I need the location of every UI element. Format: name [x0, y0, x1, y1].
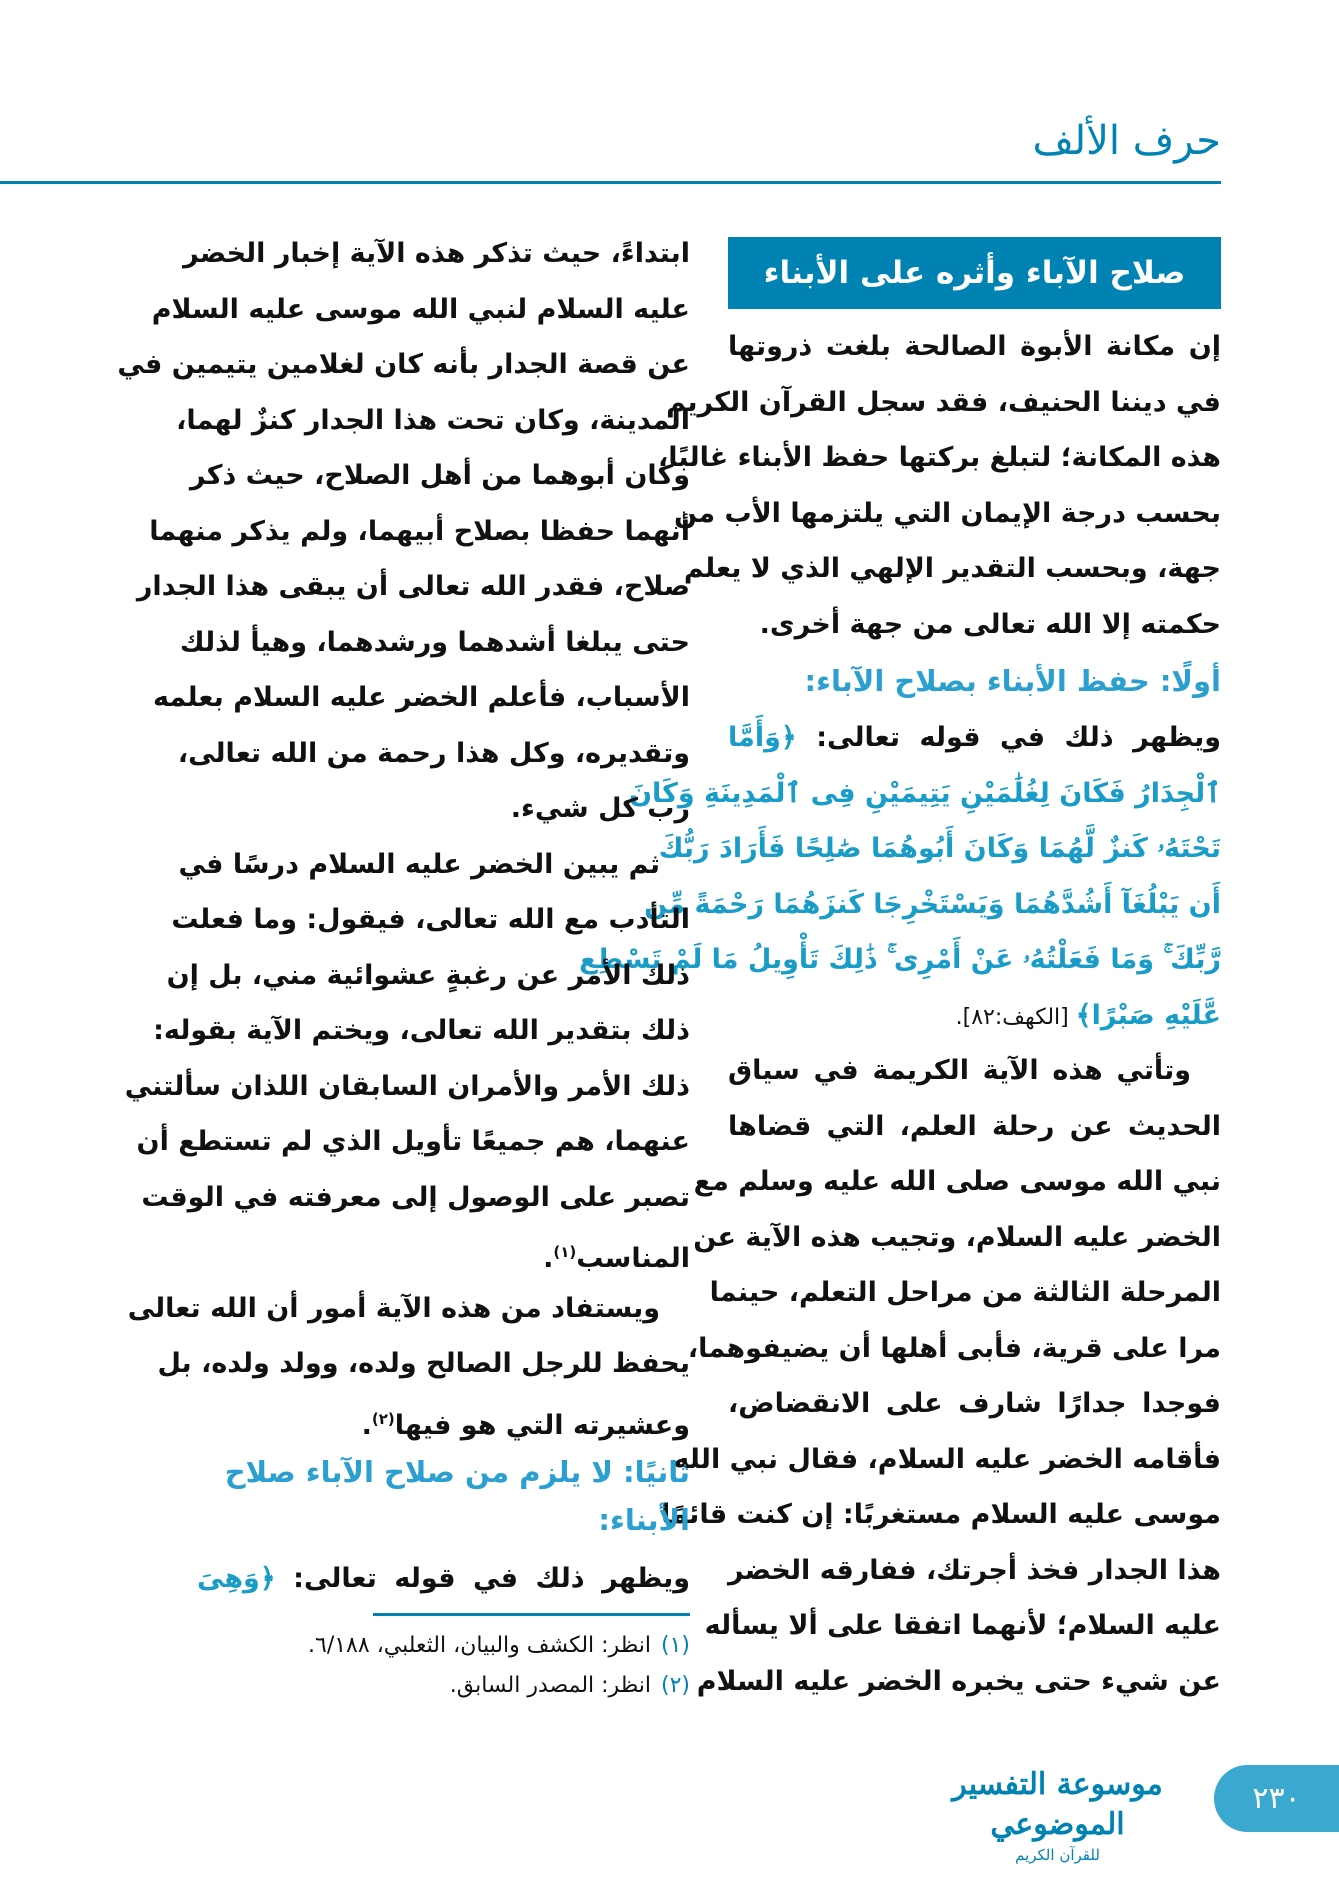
text-line: ويستفاد من هذه الآية أمور أن الله تعالى [127, 1292, 660, 1324]
heading-second: ثانيًا: لا يلزم من صلاح الآباء صلاح [224, 1455, 690, 1489]
footnote [197, 1666, 690, 1706]
footnote-rule [373, 1613, 690, 1616]
text-line: ٱلْجِدَارُ فَكَانَ لِغُلَٰمَيْنِ يَتِيمَيْنِ فِى ٱلْمَدِينَةِ وَكَانَ [628, 777, 1221, 809]
paragraph-1 [117, 226, 690, 837]
header-rule [0, 181, 1221, 184]
footnote-text: انظر: المصدر السابق. [449, 1672, 651, 1698]
text-line: وعشيرته التي هو فيها$^{(٢)}$. [361, 1409, 690, 1441]
text-line: وكان أبوهما من أهل الصلاح، حيث ذكر [189, 460, 690, 491]
footnote-marker: (١) [553, 1243, 577, 1261]
text-line: مرا على قرية، فأبى أهلها أن يضيفوهما، [687, 1332, 1221, 1364]
text-line: صلاح، فقدر الله تعالى أن يبقى هذا الجدار [136, 571, 690, 602]
text-line: ذلك بتقدير الله تعالى، ويختم الآية بقوله: [153, 1015, 690, 1046]
text-line: أَن يَبْلُغَآ أَشُدَّهُمَا وَيَسْتَخْرِجَا كَنزَهُمَا رَحْمَةً مِّن [644, 888, 1221, 920]
heading-first: أولًا: حفظ الأبناء بصلاح الآباء: [804, 664, 1221, 698]
verse-intro-line [197, 1551, 690, 1607]
text-line: بحسب درجة الإيمان التي يلتزمها الأب من [674, 497, 1221, 529]
text-line: ثم يبين الخضر عليه السلام درسًا في [178, 848, 660, 880]
text-line: عليه السلام؛ لأنهما اتفقا على ألا يسأله [704, 1610, 1221, 1641]
text-line: في ديننا الحنيف، فقد سجل القرآن الكريم [666, 386, 1221, 418]
text-line: ابتداءً، حيث تذكر هذه الآية إخبار الخضر [183, 238, 690, 269]
text-line: يحفظ للرجل الصالح ولده، وولد ولده، بل [157, 1348, 690, 1379]
verse-intro: ويظهر ذلك في قوله تعالى: [816, 722, 1221, 753]
verse-intro-line [728, 710, 1221, 766]
text-line: الأسباب، فأعلم الخضر عليه السلام بعلمه [152, 682, 690, 713]
text-line: جهة، وبحسب التقدير الإلهي الذي لا يعلم [683, 553, 1221, 584]
text-line: إن مكانة الأبوة الصالحة بلغت ذروتها [728, 331, 1221, 362]
text-line: المدينة، وكان تحت هذا الجدار كنزٌ لهما، [176, 404, 690, 436]
paragraph-3 [127, 1281, 690, 1448]
text-line: فوجدا جدارًا شارف على الانقضاض، [728, 1388, 1221, 1419]
text-line: حكمته إلا الله تعالى من جهة أخرى. [759, 608, 1221, 640]
text-line: عليه السلام لنبي الله موسى عليه السلام [151, 293, 690, 325]
text-line: هذا الجدار فخذ أجرتك، ففارقه الخضر [728, 1554, 1221, 1586]
footnote [197, 1626, 690, 1666]
verse-text: ﴿وَهِىَ [197, 1563, 276, 1594]
text-line: ذلك الأمر عن رغبةٍ عشوائية مني، بل إن [166, 959, 690, 991]
text-line: هذه المكانة؛ لتبلغ بركتها حفظ الأبناء غالبًا، [658, 442, 1221, 473]
text-line: حتى يبلغا أشدهما ورشدهما، وهيأ لذلك [179, 626, 690, 658]
text-line: الخضر عليه السلام، وتجيب هذه الآية عن [693, 1221, 1221, 1253]
footnote-number: (٢) [660, 1672, 690, 1698]
text-line: عن قصة الجدار بأنه كان لغلامين يتيمين في [117, 349, 690, 380]
heading-second-cont: الأبناء: [598, 1503, 690, 1537]
text-line: تصبر على الوصول إلى معرفته في الوقت [141, 1181, 690, 1213]
text-line: رب كل شيء. [510, 793, 690, 824]
left-column [117, 226, 690, 1706]
logo-sub: للقرآن الكريم [1015, 1846, 1100, 1864]
text-line: نبي الله موسى صلى الله عليه وسلم مع [693, 1166, 1221, 1197]
text-line: التأدب مع الله تعالى، فيقول: وما فعلت [171, 904, 690, 935]
intro-paragraph [658, 319, 1221, 652]
text-line: موسى عليه السلام مستغربًا: إن كنت قائمًا [660, 1499, 1221, 1530]
footnote-marker: (٢) [371, 1409, 395, 1428]
text-line: أنهما حفظا بصلاح أبيهما، ولم يذكر منهما [149, 515, 690, 547]
section-title: صلاح الآباء وأثره على الأبناء [728, 237, 1221, 309]
footnote-text: انظر: الكشف والبيان، الثعلبي، ٦/١٨٨. [308, 1632, 651, 1658]
verse-reference: [الكهف:٨٢]. [955, 1004, 1076, 1030]
text-line: تَحْتَهُۥ كَنزٌ لَّهُمَا وَكَانَ أَبُوهُمَا صَٰلِحًا فَأَرَادَ رَبُّكَ [658, 833, 1221, 864]
encyclopedia-logo [935, 1765, 1180, 1865]
text-line: وتقديره، وكل هذا رحمة من الله تعالى، [177, 737, 690, 769]
page-number: ٢٣٠ [1214, 1765, 1339, 1832]
text-line: عَّلَيْهِ صَبْرًا﴾ [الكهف:٨٢]. [955, 999, 1221, 1031]
text-line: وتأتي هذه الآية الكريمة في سياق [728, 1055, 1191, 1086]
footnote-number: (١) [660, 1632, 690, 1658]
text-line: الحديث عن رحلة العلم، التي قضاها [728, 1110, 1221, 1142]
chapter-header: حرف الألف [1032, 118, 1221, 164]
text-line: رَّبِّكَ ۚ وَمَا فَعَلْتُهُۥ عَنْ أَمْرِى ۚ ذَٰلِكَ تَأْوِيلُ مَا لَمْ تَسْطِع [579, 944, 1221, 975]
text-line: عن شيء حتى يخبره الخضر عليه السلام [696, 1665, 1221, 1697]
verse-intro: ويظهر ذلك في قوله تعالى: [293, 1563, 690, 1594]
text-line: عنهما، هم جميعًا تأويل الذي لم تستطع أن [136, 1126, 690, 1157]
logo-main: موسوعة التفسير الموضوعي [952, 1767, 1163, 1842]
text-line: المرحلة الثالثة من مراحل التعلم، حينما [709, 1277, 1221, 1308]
paragraph-2 [124, 837, 690, 1281]
body-paragraph [660, 1043, 1221, 1709]
verse-text: ﴿وَأَمَّا [728, 722, 797, 753]
text-line: فأقامه الخضر عليه السلام، فقال نبي الله [673, 1443, 1221, 1475]
text-line: المناسب$^{(١)}$. [543, 1243, 690, 1274]
text-line: ذلك الأمر والأمران السابقان اللذان سألتني [124, 1070, 690, 1102]
